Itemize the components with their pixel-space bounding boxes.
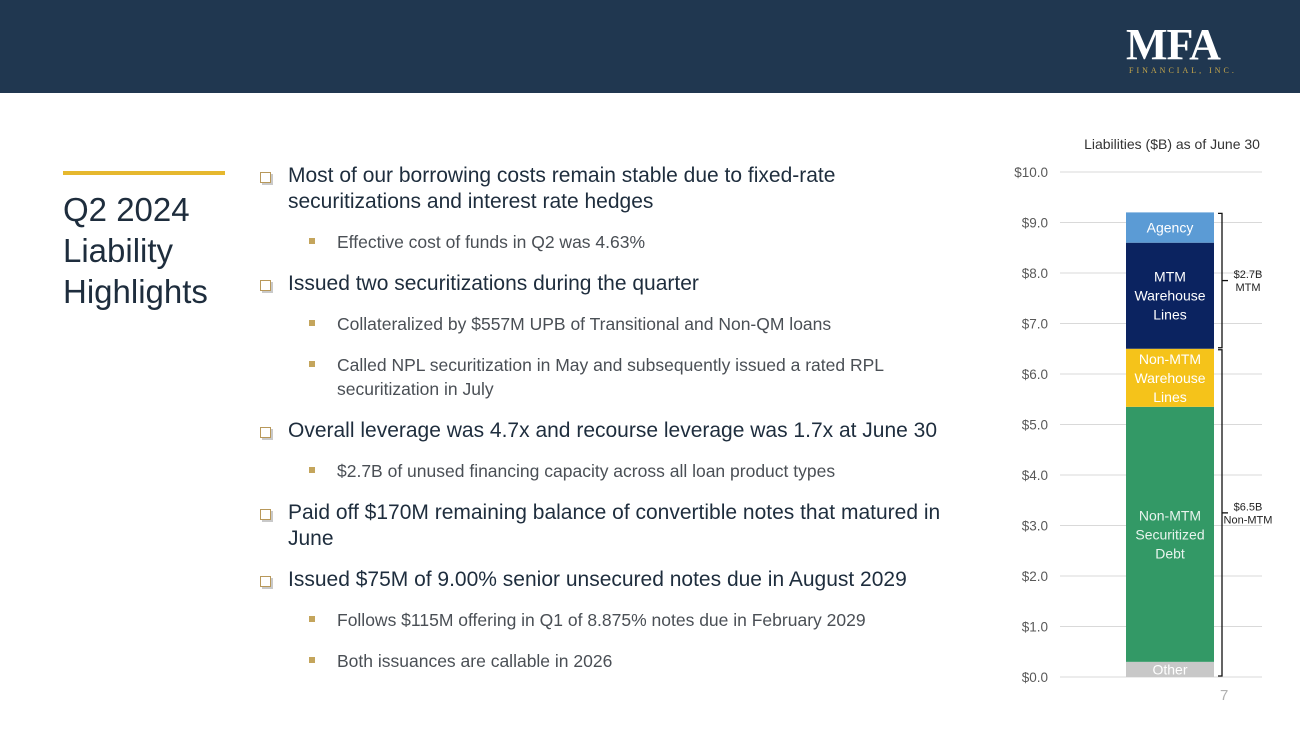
bullet-text: Effective cost of funds in Q2 was 4.63%: [337, 232, 646, 252]
segment-label: Non-MTM Securitized Debt: [1135, 507, 1205, 562]
square-bullet-icon: [309, 238, 315, 244]
sub-bullet-item: [258, 312, 973, 336]
bullet-list: [258, 163, 973, 690]
y-tick-label: $4.0: [1021, 468, 1048, 483]
sub-bullet-item: [258, 230, 973, 254]
title-line: Highlights: [63, 273, 208, 310]
segment-label: MTM Warehouse Lines: [1134, 268, 1206, 323]
bullet-text: Both issuances are callable in 2026: [337, 651, 613, 671]
y-tick-label: $7.0: [1021, 316, 1048, 332]
logo-wordmark: MFA: [1126, 20, 1220, 69]
checkbox-bullet-icon: [260, 576, 271, 587]
checkbox-bullet-icon: [260, 280, 271, 291]
bracket-line: [1218, 213, 1222, 347]
sub-bullet-item: [258, 353, 973, 401]
segment-label: Other: [1152, 661, 1188, 678]
bracket-label: $6.5B Non-MTM: [1223, 501, 1273, 527]
square-bullet-icon: [309, 361, 315, 367]
header-bar: [0, 0, 1300, 93]
bullet-text: Collateralized by $557M UPB of Transitional and Non-QM loans: [337, 314, 832, 334]
y-tick-label: $1.0: [1021, 619, 1048, 635]
y-tick-label: $10.0: [1014, 165, 1048, 180]
checkbox-bullet-icon: [260, 509, 271, 520]
logo-subtitle: FINANCIAL, INC.: [1129, 66, 1237, 75]
chart-title: Liabilities ($B) as of June 30: [1084, 136, 1260, 152]
square-bullet-icon: [309, 616, 315, 622]
bullet-text: Paid off $170M remaining balance of convertible notes that matured in June: [288, 501, 941, 550]
checkbox-bullet-icon: [260, 172, 271, 183]
square-bullet-icon: [309, 657, 315, 663]
y-tick-label: $3.0: [1021, 518, 1048, 534]
sub-bullet-item: [258, 608, 973, 632]
square-bullet-icon: [309, 320, 315, 326]
bullet-text: Overall leverage was 4.7x and recourse leverage was 1.7x at June 30: [288, 419, 938, 442]
sub-bullet-item: [258, 649, 973, 673]
segment-label: Agency: [1146, 219, 1194, 236]
sub-bullet-item: [258, 459, 973, 483]
bullet-item: [258, 271, 973, 297]
bullet-text: $2.7B of unused financing capacity across all loan product types: [337, 461, 836, 481]
bullet-text: Follows $115M offering in Q1 of 8.875% notes due in February 2029: [337, 610, 866, 630]
page-number: 7: [1220, 687, 1229, 704]
bullet-text: Most of our borrowing costs remain stable due to fixed-rate securitizations and interest rate hedges: [288, 164, 836, 213]
bracket-label: $2.7B MTM: [1233, 269, 1263, 295]
square-bullet-icon: [309, 467, 315, 473]
title-accent-rule: [63, 171, 225, 175]
y-tick-label: $2.0: [1021, 569, 1048, 584]
liabilities-chart: [990, 128, 1290, 718]
bullet-item: [258, 567, 973, 593]
bullet-item: [258, 500, 973, 552]
bullet-item: [258, 418, 973, 444]
checkbox-bullet-icon: [260, 427, 271, 438]
segment-label: Non-MTM Warehouse Lines: [1134, 350, 1206, 405]
bullet-item: [258, 163, 973, 215]
y-tick-label: $6.0: [1021, 367, 1048, 382]
y-tick-label: $0.0: [1021, 670, 1048, 685]
title-line: Q2 2024: [63, 191, 190, 228]
y-tick-label: $5.0: [1021, 417, 1048, 433]
title-line: Liability: [63, 232, 174, 269]
bullet-text: Issued $75M of 9.00% senior unsecured notes due in August 2029: [288, 568, 907, 591]
bracket-line: [1218, 350, 1222, 676]
company-logo: [1118, 22, 1248, 78]
y-tick-label: $8.0: [1021, 266, 1048, 281]
y-tick-label: $9.0: [1021, 215, 1048, 231]
slide-title: [63, 189, 243, 312]
bullet-text: Called NPL securitization in May and subsequently issued a rated RPL securitization in July: [337, 355, 884, 399]
bullet-text: Issued two securitizations during the quarter: [288, 272, 699, 295]
